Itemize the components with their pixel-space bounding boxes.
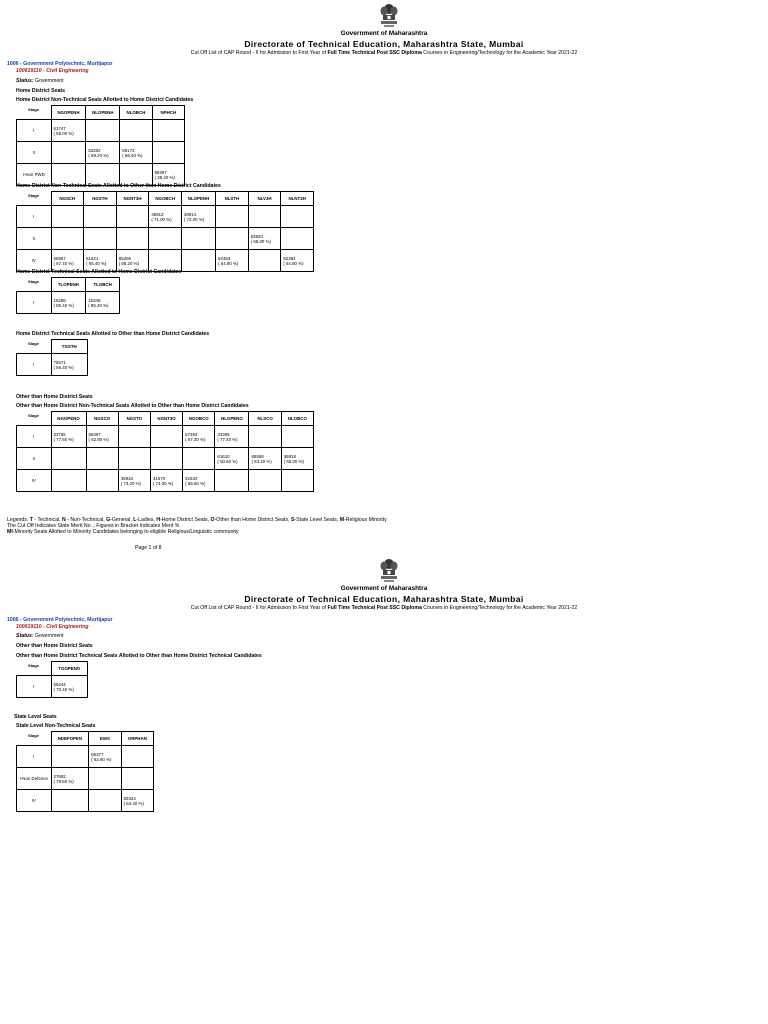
cutoff-cell	[150, 448, 182, 470]
merit-percent: ( 65.00 %)	[53, 130, 74, 136]
stage-header: Stage	[28, 732, 39, 738]
column-header: NLSTH	[216, 192, 249, 206]
status-line: Status: Government	[16, 78, 64, 84]
merit-percent: ( 74.00 %)	[152, 480, 174, 486]
cutoff-cell	[248, 228, 281, 250]
cutoff-cell	[281, 470, 313, 492]
column-header: NGOBCH	[149, 192, 182, 206]
merit-percent: ( 77.40 %)	[217, 436, 238, 442]
state-level-seats-heading: State Level Seats	[14, 714, 57, 720]
table-row	[17, 142, 185, 164]
course-name: 100619110 - Civil Engineering	[16, 624, 89, 630]
merit-number: 62384	[283, 255, 296, 261]
cutoff-cell	[51, 292, 86, 314]
cutoff-description: Cut Off List of CAP Round - II for Admission to First Year of Full Time Technical Post SSC Diploma Courses in Engineering/Technology for the Academic Year 2021-22	[190, 50, 578, 56]
column-header: TGOPENO	[51, 662, 88, 676]
merit-number: 61610	[217, 453, 230, 459]
table-row	[17, 746, 154, 768]
merit-percent: ( 65.40 %)	[86, 260, 107, 266]
merit-percent: ( 79.60 %)	[53, 778, 74, 784]
cutoff-cell	[51, 470, 86, 492]
merit-percent: ( 67.40 %)	[53, 260, 74, 266]
cutoff-cell	[181, 228, 215, 250]
table-row	[17, 676, 88, 698]
cutoff-cell	[118, 426, 150, 448]
cutoff-cell	[51, 426, 86, 448]
cutoff-cell	[121, 790, 153, 812]
cutoff-table-od-t-other	[16, 661, 88, 698]
cutoff-cell	[181, 250, 215, 272]
cutoff-cell	[215, 426, 249, 448]
stage-cell: IV	[17, 790, 52, 812]
merit-number: 36918	[283, 453, 296, 459]
merit-number: 66397	[88, 431, 101, 437]
cutoff-cell	[89, 790, 121, 812]
merit-number: 61747	[53, 125, 66, 131]
legend-line-3: MI-Minority Seats Allotted to Minority Candidates belonging to eligible Religious/Linguistic community	[7, 529, 239, 536]
cutoff-cell	[118, 448, 150, 470]
column-header: TLOBCH	[86, 278, 120, 292]
status-line: Status: Government	[16, 633, 64, 639]
od-nt-other-heading: Other than Home District Non-Technical Seats Allotted to Other than Home District Candidates	[16, 403, 249, 409]
cutoff-cell	[249, 426, 281, 448]
institute-name[interactable]: 1006 - Government Polytechnic, Murtijapur	[7, 617, 113, 623]
cutoff-cell	[281, 206, 314, 228]
cutoff-cell	[183, 426, 215, 448]
cutoff-cell	[152, 120, 184, 142]
merit-percent: ( 77.60 %)	[53, 436, 74, 442]
merit-percent: ( 39.40 %)	[154, 174, 175, 180]
merit-number: 56957	[53, 255, 66, 261]
course-name: 100619110 - Civil Engineering	[16, 68, 89, 74]
column-header: EWS	[89, 732, 121, 746]
table-row	[17, 120, 185, 142]
merit-number: 33756	[53, 431, 66, 437]
cutoff-cell	[281, 426, 313, 448]
cutoff-cell	[216, 206, 249, 228]
cutoff-cell	[248, 206, 281, 228]
stage-cell: II	[17, 448, 52, 470]
cutoff-cell	[150, 470, 182, 492]
institute-name[interactable]: 1006 - Government Polytechnic, Murtijapur	[7, 61, 113, 67]
merit-percent: ( 70.40 %)	[53, 686, 74, 692]
other-district-seats-heading: Other than Home District Seats	[16, 394, 93, 400]
merit-percent: ( 62.60 %)	[91, 756, 112, 762]
cutoff-cell	[152, 142, 184, 164]
cutoff-cell	[86, 120, 120, 142]
cutoff-cell	[51, 768, 89, 790]
column-header: NLOBCO	[281, 412, 313, 426]
cutoff-table-state-nt	[16, 731, 154, 812]
table-row	[17, 292, 120, 314]
merit-number: 56244	[53, 681, 66, 687]
column-header: NDEFOPEN	[51, 732, 89, 746]
merit-number: 48914	[183, 211, 197, 217]
merit-percent: ( 85.40 %)	[53, 302, 74, 308]
cutoff-cell	[86, 426, 118, 448]
stage-cell: II	[17, 228, 52, 250]
merit-number: 59173	[122, 147, 135, 153]
stage-header: Stage	[28, 340, 39, 346]
merit-percent: ( 64.40 %)	[123, 800, 144, 806]
cutoff-cell	[118, 470, 150, 492]
merit-number: 33308	[217, 431, 230, 437]
column-header: TLOPENH	[51, 278, 86, 292]
cutoff-cell	[121, 746, 153, 768]
stage-header: Stage	[28, 106, 39, 112]
stage-cell: I	[17, 426, 52, 448]
cutoff-cell	[249, 448, 281, 470]
merit-number: 15348	[88, 297, 101, 303]
cutoff-cell	[181, 206, 215, 228]
state-emblem-icon	[376, 557, 402, 585]
state-emblem-icon	[376, 2, 402, 30]
merit-number: 63334	[123, 795, 136, 801]
stage-header: Stage	[28, 278, 39, 284]
cutoff-cell	[51, 142, 86, 164]
merit-number: 61621	[86, 255, 99, 261]
merit-number: 75571	[53, 359, 66, 365]
merit-number: 65558	[251, 453, 264, 459]
cutoff-cell	[51, 676, 88, 698]
cutoff-table-hd-t-other	[16, 339, 88, 376]
cutoff-cell	[281, 250, 314, 272]
merit-number: 51633	[185, 475, 198, 481]
merit-percent: ( 68.00 %)	[250, 238, 271, 244]
column-header: NGSTO	[118, 412, 150, 426]
table-row	[17, 470, 314, 492]
cutoff-cell	[51, 746, 89, 768]
merit-percent: ( 72.00 %)	[183, 216, 205, 222]
cutoff-cell	[150, 426, 182, 448]
home-district-seats-heading: Home District Seats	[16, 88, 66, 94]
column-header: ORPHAN	[121, 732, 153, 746]
government-title: Government of Maharashtra	[340, 585, 428, 592]
table-row	[17, 228, 314, 250]
column-header: NLVJH	[248, 192, 281, 206]
cutoff-cell	[120, 142, 152, 164]
stage-cell: I	[17, 292, 52, 314]
table-row	[17, 426, 314, 448]
merit-percent: ( 69.20 %)	[88, 152, 109, 158]
merit-number: 55206	[118, 255, 131, 261]
merit-number: 62463	[218, 255, 231, 261]
merit-number: 27692	[53, 773, 66, 779]
table-row	[17, 768, 154, 790]
other-district-seats-heading: Other than Home District Seats	[16, 643, 93, 649]
column-header: TGSTH	[51, 340, 88, 354]
table-row	[17, 354, 88, 376]
hd-t-other-heading: Home District Technical Seats Allotted to Other than Home District Candidates	[16, 331, 210, 337]
od-t-other-heading: Other than Home District Technical Seats Allotted to Other than Home District Technical Candidates	[16, 653, 262, 659]
cutoff-cell	[89, 746, 121, 768]
merit-percent: ( 64.80 %)	[283, 260, 304, 266]
column-header: NGSCH	[51, 192, 84, 206]
cutoff-cell	[281, 228, 314, 250]
merit-percent: ( 67.20 %)	[185, 436, 206, 442]
legend-line-1: Legends: T - Technical, N - Non-Technical, G-General, L-Ladies, H-Home District Seats, O-Other than Home District Seats, S-State Level Seats, M-Religious Minority	[7, 517, 387, 523]
merit-number: 15286	[53, 297, 66, 303]
stage-cell: II	[17, 142, 52, 164]
merit-percent: ( 65.00 %)	[283, 458, 304, 464]
column-header: NGOBCO	[183, 412, 215, 426]
merit-number: 48913	[151, 211, 164, 217]
column-header: NLOPENH	[181, 192, 215, 206]
cutoff-cell	[86, 292, 120, 314]
cutoff-table-hd-nt-other	[16, 191, 314, 272]
column-header: NLOBCH	[120, 106, 152, 120]
cutoff-cell	[116, 228, 149, 250]
cutoff-cell	[216, 228, 249, 250]
cutoff-cell	[149, 206, 182, 228]
cutoff-table-od-nt-other	[16, 411, 314, 492]
column-header: NGSCO	[86, 412, 118, 426]
merit-number: 57392	[185, 431, 198, 437]
hd-t-home-heading: Home District Technical Seats Allotted to Home District Candidates	[16, 269, 182, 275]
merit-percent: ( 73.20 %)	[120, 480, 141, 486]
cutoff-cell	[51, 206, 84, 228]
column-header: NGNT3O	[150, 412, 182, 426]
cutoff-cell	[183, 448, 215, 470]
merit-percent: ( 66.40 %)	[122, 152, 143, 158]
merit-percent: ( 50.60 %)	[217, 458, 238, 464]
cutoff-cell	[281, 448, 313, 470]
cutoff-cell	[51, 448, 86, 470]
column-header: NGOPENH	[51, 106, 86, 120]
state-nt-heading: State Level Non-Technical Seats	[16, 723, 96, 729]
cutoff-cell	[215, 470, 249, 492]
merit-percent: ( 71.00 %)	[151, 216, 172, 222]
stage-cell: I	[17, 206, 52, 228]
column-header: NLSCO	[249, 412, 281, 426]
cutoff-cell	[51, 354, 88, 376]
stage-cell: IV	[17, 250, 52, 272]
cutoff-cell	[149, 228, 182, 250]
merit-percent: ( 68.20 %)	[118, 260, 139, 266]
merit-percent: ( 85.40 %)	[88, 302, 109, 308]
merit-percent: ( 63.20 %)	[251, 458, 272, 464]
table-row	[17, 206, 314, 228]
stage-cell: I	[17, 120, 52, 142]
cutoff-cell	[183, 470, 215, 492]
table-row	[17, 790, 154, 812]
cutoff-table-hd-t-home	[16, 277, 120, 314]
cutoff-cell	[248, 250, 281, 272]
merit-number: 41670	[152, 475, 166, 481]
cutoff-cell	[216, 250, 249, 272]
cutoff-cell	[86, 142, 120, 164]
column-header: NGOPENO	[51, 412, 86, 426]
column-header: NLOPENO	[215, 412, 249, 426]
column-header: NLNT2H	[281, 192, 314, 206]
cutoff-cell	[89, 768, 121, 790]
cutoff-cell	[215, 448, 249, 470]
stage-header: Stage	[28, 662, 39, 668]
stage-cell: I	[17, 676, 52, 698]
cutoff-cell	[84, 206, 117, 228]
cutoff-cell	[86, 470, 118, 492]
cutoff-cell	[84, 228, 117, 250]
cutoff-cell	[249, 470, 281, 492]
directorate-title: Directorate of Technical Education, Maharashtra State, Mumbai	[244, 594, 524, 604]
merit-percent: ( 62.80 %)	[88, 436, 109, 442]
cutoff-cell	[120, 120, 152, 142]
merit-number: 53820	[250, 233, 263, 239]
stage-cell: I	[17, 746, 52, 768]
legend	[7, 517, 387, 536]
merit-number: 45916	[120, 475, 133, 481]
stage-cell: IV	[17, 470, 52, 492]
cutoff-cell	[51, 790, 89, 812]
hd-nt-home-heading: Home District Non-Technical Seats Allotted to Home District Candidates	[16, 97, 194, 103]
directorate-title: Directorate of Technical Education, Maharashtra State, Mumbai	[244, 39, 524, 49]
cutoff-table-hd-nt-home	[16, 105, 185, 186]
column-header: NLOPENH	[86, 106, 120, 120]
column-header: NPHCH	[152, 106, 184, 120]
stage-header: Stage	[28, 192, 39, 198]
table-row	[17, 448, 314, 470]
government-title: Government of Maharashtra	[340, 30, 428, 37]
merit-percent: ( 56.40 %)	[53, 364, 74, 370]
cutoff-cell	[116, 206, 149, 228]
stage-header: Stage	[28, 412, 39, 418]
cutoff-cell	[51, 228, 84, 250]
stage-cell: I-Non Defence	[17, 768, 52, 790]
legend-line-2: The Cut Off Indicates State Merit No. ; Figures in Bracket Indicates Merit %	[7, 523, 180, 530]
merit-percent: ( 64.80 %)	[218, 260, 239, 266]
cutoff-cell	[121, 768, 153, 790]
cutoff-cell	[86, 448, 118, 470]
merit-number: 86297	[154, 169, 167, 175]
merit-number: 66377	[91, 751, 104, 757]
cutoff-description: Cut Off List of CAP Round - II for Admission to First Year of Full Time Technical Post SSC Diploma Courses in Engineering/Technology for the Academic Year 2021-22	[190, 605, 578, 611]
stage-cell: I	[17, 354, 52, 376]
column-header: NGSTH	[84, 192, 117, 206]
stage-cell: I-Non PWD	[17, 164, 52, 186]
merit-number: 53282	[88, 147, 101, 153]
column-header: NGNT3H	[116, 192, 149, 206]
merit-percent: ( 69.60 %)	[185, 480, 206, 486]
cutoff-cell	[51, 120, 86, 142]
page-number: Page 1 of 8	[135, 545, 162, 551]
hd-nt-other-heading: Home District Non-Technical Seats Allotted to Other than Home District Candidates	[16, 183, 221, 189]
